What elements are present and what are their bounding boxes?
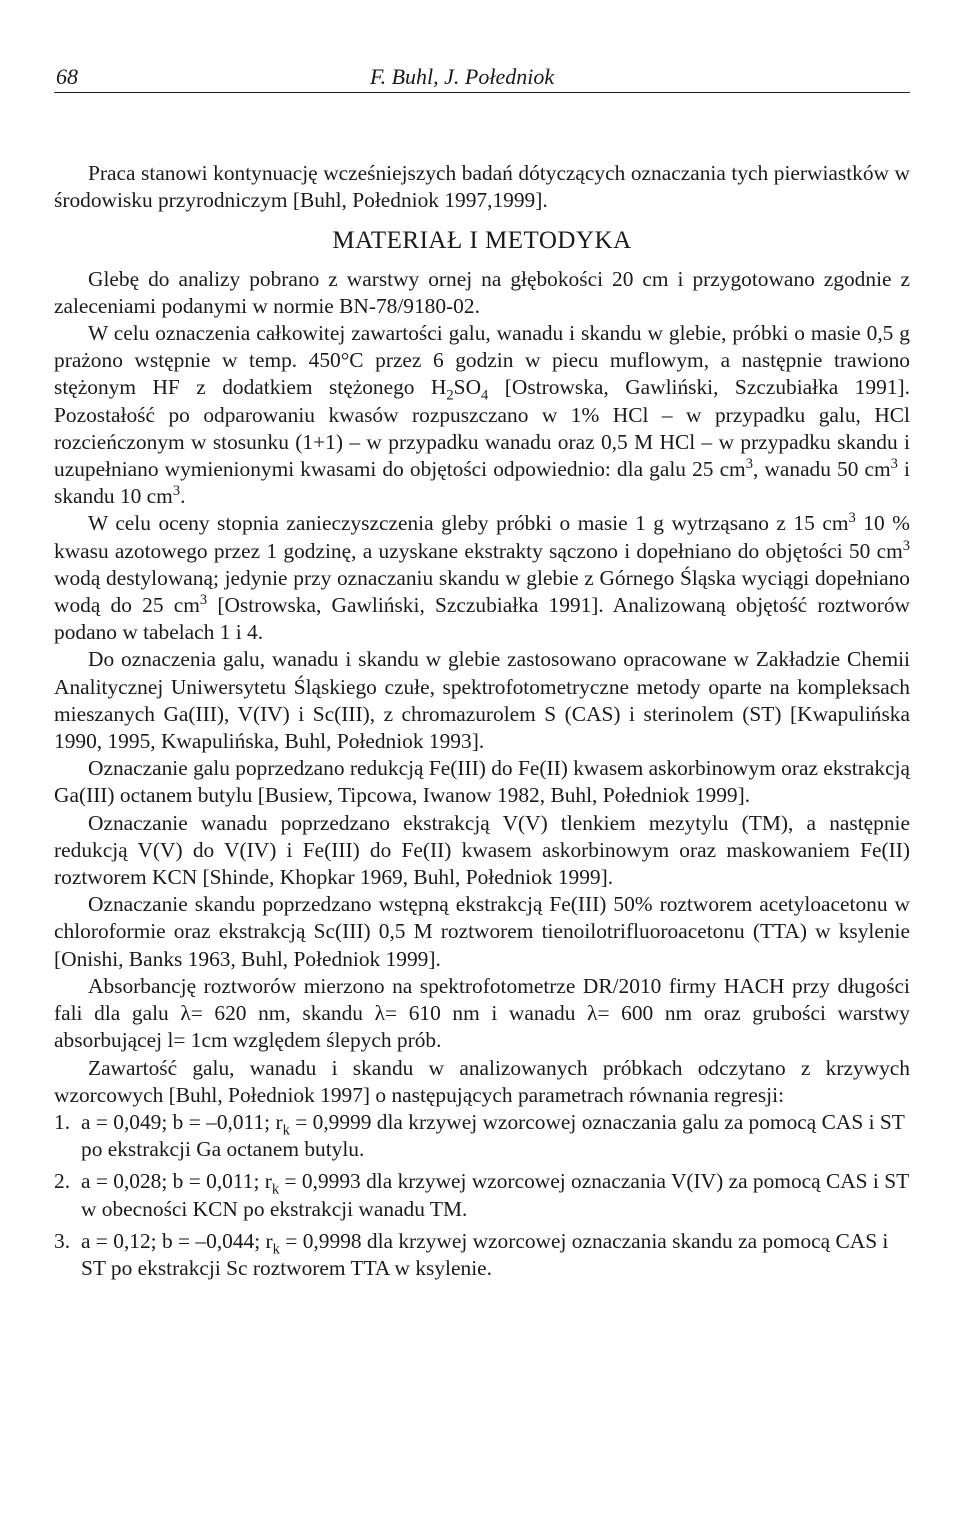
superscript: 3 bbox=[902, 537, 910, 554]
subscript: 4 bbox=[481, 387, 489, 404]
text-run: a = 0,028; b = 0,011; r bbox=[81, 1169, 272, 1194]
paragraph-soil-sampling: Glebę do analizy pobrano z warstwy ornej na głębokości 20 cm i przygotowano zgodnie z zaleceniami podanymi w normie BN-78/9180-02. bbox=[54, 266, 910, 318]
text-run: , wanadu 50 cm bbox=[752, 457, 891, 482]
running-header bbox=[54, 62, 910, 93]
body-text bbox=[54, 160, 910, 1287]
superscript: 3 bbox=[199, 591, 208, 608]
regression-equation-list bbox=[54, 1109, 910, 1282]
paragraph-contamination bbox=[54, 510, 910, 646]
section-heading: MATERIAŁ I METODYKA bbox=[332, 227, 632, 255]
text-run: = 0,9999 dla krzywej wzorcowej oznaczania galu za pomocą CAS i ST po ekstrakcji Ga octanem butylu. bbox=[81, 1109, 905, 1162]
paragraph-absorbance: Absorbancję roztworów mierzono na spektrofotometrze DR/2010 firmy HACH przy długości fali dla galu λ= 620 nm, skandu λ= 610 nm i wanadu λ= 600 nm oraz grubości warstwy absorbującej l= 1cm względem ślepych prób. bbox=[54, 973, 910, 1053]
text-run: W celu oceny stopnia zanieczyszczenia gleby próbki o masie 1 g wytrząsano z 15 cm bbox=[88, 511, 849, 536]
text-run: . bbox=[180, 484, 186, 509]
text-run: [Ostrowska, Gawliński, Szczubiałka 1991]. Analizowaną objętość roztworów podano w tabelach 1 i 4. bbox=[54, 593, 910, 645]
paragraph-gallium: Oznaczanie galu poprzedzano redukcją Fe(III) do Fe(II) kwasem askorbinowym oraz ekstrakcją Ga(III) octanem butylu [Busiew, Tipcowa, Iwanow 1982, Buhl, Połedniok 1999]. bbox=[54, 756, 910, 808]
subscript: k bbox=[271, 1181, 280, 1198]
intro-paragraph: Praca stanowi kontynuację wcześniejszych badań dótyczących oznaczania tych pierwiastków w środowisku przyrodniczym [Buhl, Połedniok 1997,1999]. bbox=[54, 161, 910, 213]
superscript: 3 bbox=[890, 455, 898, 472]
item-number: 1. bbox=[54, 1109, 71, 1134]
running-title: F. Buhl, J. Połedniok bbox=[370, 64, 555, 89]
regression-item bbox=[54, 1228, 910, 1282]
superscript: 3 bbox=[172, 483, 181, 500]
text-run: i skandu 10 cm bbox=[54, 457, 910, 509]
item-number: 3. bbox=[54, 1228, 71, 1253]
text-run: [Ostrowska, Gawliński, Szczubiałka 1991]. Pozostałość po odparowaniu kwasów rozpuszczano w 1% HCl – w przypadku galu, HCl rozcieńczonym w stosunku (1+1) – w przypadku wanadu oraz 0,5 M HCl – w przypadku skandu i uzupełniano wymienionymi kwasami do objętości odpowiednio: dla galu 25 cm bbox=[54, 375, 910, 482]
text-run: SO bbox=[453, 375, 482, 400]
superscript: 3 bbox=[745, 455, 753, 472]
text-run: a = 0,12; b = –0,044; r bbox=[81, 1228, 273, 1253]
subscript: k bbox=[282, 1122, 290, 1139]
regression-item bbox=[54, 1109, 910, 1163]
paragraph-scandium: Oznaczanie skandu poprzedzano wstępną ekstrakcją Fe(III) 50% roztworem acetyloacetonu w chloroformie oraz ekstrakcją Sc(III) 0,5 M roztworem tienoilotrifluoroacetonu (TTA) w ksylenie [Onishi, Banks 1963, Buhl, Połedniok 1999]. bbox=[54, 892, 910, 971]
subscript: k bbox=[272, 1241, 280, 1257]
text-run: 10 % kwasu azotowego przez 1 godzinę, a uzyskane ekstrakty sączono i dopełniano do objętości 50 cm bbox=[54, 511, 910, 563]
paragraph-regression-intro: Zawartość galu, wanadu i skandu w analizowanych próbkach odczytano z krzywych wzorcowych [Buhl, Połedniok 1997] o następujących parametrach równania regresji: bbox=[54, 1055, 910, 1107]
text-run: wodą destylowaną; jedynie przy oznaczaniu skandu w glebie z Górnego Śląska wyciągi dopełniano wodą do 25 cm bbox=[54, 565, 910, 618]
item-number: 2. bbox=[54, 1169, 71, 1194]
paragraph-total-content bbox=[54, 320, 910, 510]
paragraph-vanadium: Oznaczanie wanadu poprzedzano ekstrakcją V(V) tlenkiem mezytylu (TM), a następnie redukcją V(V) do V(IV) i Fe(III) do Fe(II) kwasem askorbinowym oraz maskowaniem Fe(II) roztworem KCN [Shinde, Khopkar 1969, Buhl, Połedniok 1999]. bbox=[54, 810, 910, 890]
text-run: a = 0,049; b = –0,011; r bbox=[81, 1109, 283, 1134]
text-run: = 0,9998 dla krzywej wzorcowej oznaczania skandu za pomocą CAS i ST po ekstrakcji Sc roztworem TTA w ksylenie. bbox=[81, 1228, 889, 1280]
text-run: W celu oznaczenia całkowitej zawartości galu, wanadu i skandu w glebie, próbki o masie 0,5 g prażono wstępnie w temp. 450°C przez 6 godzin w piecu muflowym, a następnie trawiono stężonym HF z dodatkiem stężonego H bbox=[54, 321, 910, 400]
superscript: 3 bbox=[848, 510, 856, 527]
page-number: 68 bbox=[56, 64, 78, 89]
paragraph-methods: Do oznaczenia galu, wanadu i skandu w glebie zastosowano opracowane w Zakładzie Chemii Analitycznej Uniwersytetu Śląskiego czułe, spektrofotometryczne metody oparte na kompleksach mieszanych Ga(III), V(IV) i Sc(III), z chromazurolem S (CAS) i sterinolem (ST) [Kwapulińska 1990, 1995, Kwapulińska, Buhl, Połedniok 1993]. bbox=[54, 647, 910, 754]
text-run: = 0,9993 dla krzywej wzorcowej oznaczania V(IV) za pomocą CAS i ST w obecności KCN po ekstrakcji wanadu TM. bbox=[81, 1169, 909, 1221]
regression-item bbox=[54, 1168, 910, 1222]
subscript: 2 bbox=[446, 387, 454, 404]
